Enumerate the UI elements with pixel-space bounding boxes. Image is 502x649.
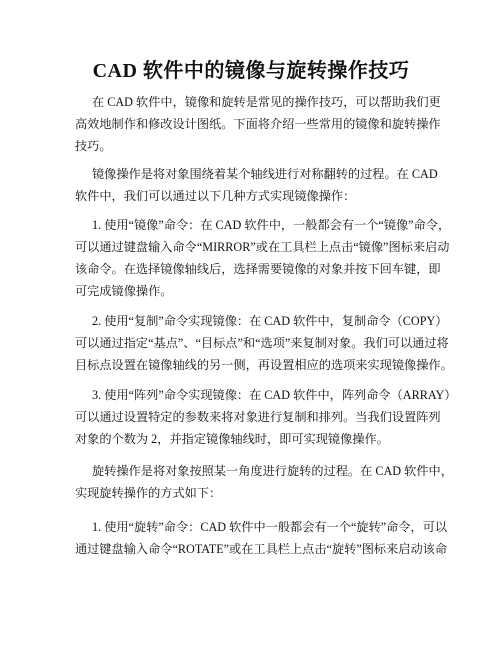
text-line: 可以通过设置特定的参数来将对象进行复制和排列。当我们设置阵列: [75, 410, 441, 424]
document-title: CAD 软件中的镜像与旋转操作技巧: [92, 60, 410, 82]
text-line: 镜像操作是将对象围绕着某个轴线进行对称翻转的过程。在 CAD: [92, 167, 438, 181]
text-line: 高效地制作和修改设计图纸。下面将介绍一些常用的镜像和旋转操作: [75, 117, 441, 131]
paragraph-mirror-method-3: [75, 384, 455, 450]
paragraph-rotate-method-1: [75, 516, 455, 560]
text-line: 在 CAD 软件中，镜像和旋转是常见的操作技巧，可以帮助我们更: [92, 95, 441, 109]
text-line: 可完成镜像操作。: [75, 284, 173, 298]
text-line: 1. 使用“旋转”命令：CAD 软件中一般都会有一个“旋转”命令，可以: [92, 520, 448, 534]
paragraph-mirror-method-1: [75, 214, 455, 302]
text-line: 可以通过键盘输入命令“MIRROR”或在工具栏上点击“镜像”图标来启动: [75, 240, 450, 254]
text-line: 1. 使用“镜像”命令：在 CAD 软件中，一般都会有一个“镜像”命令，: [92, 218, 451, 232]
text-line: 对象的个数为 2，并指定镜像轴线时，即可实现镜像操作。: [75, 432, 389, 446]
paragraph-rotate-definition: [75, 460, 455, 504]
text-line: 2. 使用“复制”命令实现镜像：在 CAD 软件中，复制命令（COPY）: [92, 314, 448, 328]
text-line: 实现旋转操作的方式如下：: [75, 486, 222, 500]
text-line: 旋转操作是将对象按照某一角度进行旋转的过程。在 CAD 软件中，: [92, 464, 453, 478]
text-line: 技巧。: [75, 139, 112, 153]
paragraph-mirror-method-2: [75, 310, 455, 376]
text-line: 目标点设置在镜像轴线的另一侧，再设置相应的选项来实现镜像操作。: [75, 358, 453, 372]
text-line: 通过键盘输入命令“ROTATE”或在工具栏上点击“旋转”图标来启动该命: [75, 542, 448, 556]
text-line: 可以通过指定“基点”、“目标点”和“选项”来复制对象。我们可以通过将: [75, 336, 449, 350]
text-line: 该命令。在选择镜像轴线后，选择需要镜像的对象并按下回车键，即: [75, 262, 441, 276]
text-line: 3. 使用“阵列”命令实现镜像：在 CAD 软件中，阵列命令（ARRAY）: [92, 388, 457, 402]
text-line: 软件中，我们可以通过以下几种方式实现镜像操作：: [75, 189, 356, 203]
paragraph-mirror-definition: [75, 163, 455, 207]
paragraph-intro: [75, 91, 455, 157]
